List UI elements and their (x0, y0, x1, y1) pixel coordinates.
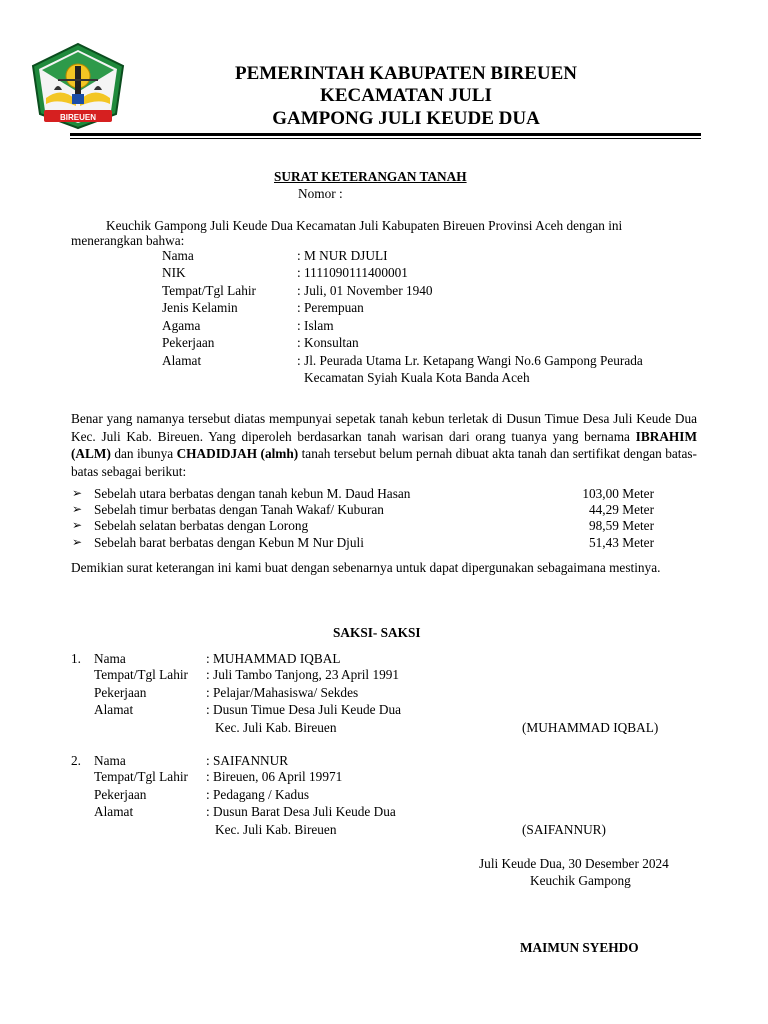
identity-value-nik: : 1111090111400001 (297, 265, 408, 280)
bullet-arrow-icon: ➢ (72, 486, 83, 500)
body-text-a: Benar yang namanya tersebut diatas mempunyai sepetak tanah kebun terletak di Dusun Timue Desa Juli Keude Dua Kec. Juli Kab. Bireuen. Yang diperoleh berdasarkan tanah warisan dari orang tuanya yang bernama (71, 411, 697, 444)
identity-label-gender: Jenis Kelamin (162, 300, 238, 315)
border-north: Sebelah utara berbatas dengan tanah kebun M. Daud Hasan (94, 486, 411, 501)
witness-1-value-name: : MUHAMMAD IQBAL (206, 651, 341, 666)
witness-1-address-line2: Kec. Juli Kab. Bireuen (215, 720, 337, 735)
witness-1-value-address: : Dusun Timue Desa Juli Keude Dua (206, 702, 402, 717)
father-name: IBRAHIM (ALM) (71, 428, 697, 461)
witness-2-value-occupation: : Pedagang / Kadus (206, 787, 310, 802)
bullet-arrow-icon: ➢ (72, 535, 83, 549)
sign-position: Keuchik Gampong (530, 873, 631, 888)
header-rule-thin (70, 138, 701, 139)
witness-2-value-birth: : Bireuen, 06 April 19971 (206, 769, 343, 784)
witness-1-number: 1. (71, 651, 81, 666)
witness-2-label-birth: Tempat/Tgl Lahir (94, 769, 188, 784)
witness-2-address-line2: Kec. Juli Kab. Bireuen (215, 822, 337, 837)
identity-label-address: Alamat (162, 353, 202, 368)
witness-2-label-address: Alamat (94, 804, 134, 819)
bullet-arrow-icon: ➢ (72, 502, 83, 516)
witness-1-label-name: Nama (94, 651, 126, 666)
identity-value-gender: : Perempuan (297, 300, 364, 315)
witness-1-label-address: Alamat (94, 702, 134, 717)
identity-value-address-line2: Kecamatan Syiah Kuala Kota Banda Aceh (304, 370, 530, 385)
border-south-measure: 98,59 Meter (589, 518, 654, 533)
witness-1-signature: (MUHAMMAD IQBAL) (522, 720, 659, 735)
header-line-2: KECAMATAN JULI (320, 85, 492, 106)
border-east: Sebelah timur berbatas dengan Tanah Wakaf/ Kuburan (94, 502, 384, 517)
witness-2-label-occupation: Pekerjaan (94, 787, 147, 802)
witness-1-label-birth: Tempat/Tgl Lahir (94, 667, 188, 682)
sign-place-date: Juli Keude Dua, 30 Desember 2024 (479, 856, 669, 871)
identity-value-religion: : Islam (297, 318, 334, 333)
header-rule-thick (70, 133, 701, 136)
closing-paragraph: Demikian surat keterangan ini kami buat dengan sebenarnya untuk dapat dipergunakan sebagaimana mestinya. (71, 560, 661, 575)
border-west-measure: 51,43 Meter (589, 535, 654, 550)
identity-value-name: : M NUR DJULI (297, 248, 388, 263)
identity-value-birth: : Juli, 01 November 1940 (297, 283, 433, 298)
witness-1-value-birth: : Juli Tambo Tanjong, 23 April 1991 (206, 667, 400, 682)
logo-label: BIREUEN (59, 113, 97, 122)
bullet-arrow-icon: ➢ (72, 518, 83, 532)
header-line-3: GAMPONG JULI KEUDE DUA (272, 108, 540, 129)
witness-1-label-occupation: Pekerjaan (94, 685, 147, 700)
bireuen-regency-logo (28, 42, 128, 132)
identity-label-occupation: Pekerjaan (162, 335, 215, 350)
identity-label-nik: NIK (162, 265, 186, 280)
body-text-b: dan ibunya (110, 446, 177, 461)
border-east-measure: 44,29 Meter (589, 502, 654, 517)
body-text-c: tanah tersebut belum pernah dibuat akta tanah dan sertifikat dengan batas- batas sebagai berikut: (71, 446, 697, 479)
witness-2-label-name: Nama (94, 753, 126, 768)
sign-name: MAIMUN SYEHDO (520, 940, 639, 955)
mother-name: CHADIDJAH (almh) (176, 446, 299, 461)
witnesses-title: SAKSI- SAKSI (333, 625, 421, 640)
witness-2-signature: (SAIFANNUR) (522, 822, 606, 837)
letter-title: SURAT KETERANGAN TANAH (274, 169, 467, 184)
intro-line-1: Keuchik Gampong Juli Keude Dua Kecamatan Juli Kabupaten Bireuen Provinsi Aceh dengan ini (106, 218, 623, 233)
border-west: Sebelah barat berbatas dengan Kebun M Nur Djuli (94, 535, 364, 550)
border-north-measure: 103,00 Meter (582, 486, 654, 501)
identity-value-occupation: : Konsultan (297, 335, 359, 350)
intro-line-2: menerangkan bahwa: (71, 233, 185, 248)
witness-1-value-occupation: : Pelajar/Mahasiswa/ Sekdes (206, 685, 359, 700)
header-line-1: PEMERINTAH KABUPATEN BIREUEN (234, 63, 578, 84)
letter-number: Nomor : (298, 186, 343, 201)
identity-value-address: : Jl. Peurada Utama Lr. Ketapang Wangi No.6 Gampong Peurada (297, 353, 643, 368)
body-paragraph (71, 410, 697, 480)
witness-2-number: 2. (71, 753, 81, 768)
identity-label-religion: Agama (162, 318, 201, 333)
border-south: Sebelah selatan berbatas dengan Lorong (94, 518, 309, 533)
identity-label-birth: Tempat/Tgl Lahir (162, 283, 256, 298)
witness-2-value-address: : Dusun Barat Desa Juli Keude Dua (206, 804, 396, 819)
witness-2-value-name: : SAIFANNUR (206, 753, 289, 768)
identity-label-name: Nama (162, 248, 194, 263)
